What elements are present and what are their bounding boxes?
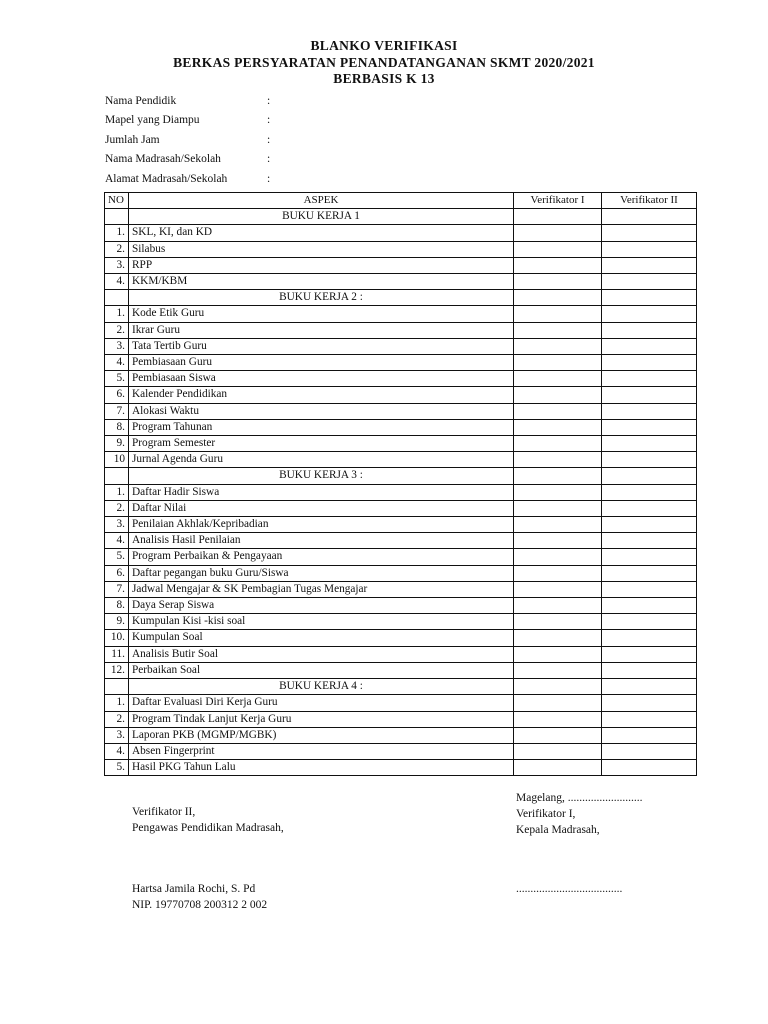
verifikator-2-cell[interactable] <box>602 711 697 727</box>
table-row <box>105 614 697 630</box>
item-number: 12. <box>105 662 129 678</box>
item-number: 9. <box>105 436 129 452</box>
verifikator-1-cell[interactable] <box>514 517 602 533</box>
right-signatory <box>516 881 622 897</box>
verifikator-2-cell[interactable] <box>602 646 697 662</box>
item-number: 3. <box>105 727 129 743</box>
section-title: BUKU KERJA 1 <box>129 209 514 225</box>
table-row <box>105 436 697 452</box>
verifikator-2-cell[interactable] <box>602 581 697 597</box>
verifikator-2-cell[interactable] <box>602 371 697 387</box>
item-aspek: Jadwal Mengajar & SK Pembagian Tugas Mengajar <box>129 581 514 597</box>
item-number: 2. <box>105 711 129 727</box>
section-v2-cell <box>602 468 697 484</box>
table-row <box>105 355 697 371</box>
left-role: Verifikator II, <box>132 806 196 818</box>
item-number: 3. <box>105 338 129 354</box>
verifikator-1-cell[interactable] <box>514 614 602 630</box>
section-title: BUKU KERJA 4 : <box>129 679 514 695</box>
verifikator-2-cell[interactable] <box>602 630 697 646</box>
item-number: 5. <box>105 549 129 565</box>
section-row <box>105 468 697 484</box>
item-number: 4. <box>105 533 129 549</box>
verifikator-2-cell[interactable] <box>602 436 697 452</box>
item-number: 8. <box>105 598 129 614</box>
field-label: Nama Pendidik <box>105 95 177 107</box>
section-v1-cell <box>514 679 602 695</box>
verifikator-1-cell[interactable] <box>514 500 602 516</box>
verifikator-2-cell[interactable] <box>602 598 697 614</box>
item-number: 1. <box>105 484 129 500</box>
verifikator-1-cell[interactable] <box>514 436 602 452</box>
table-row <box>105 727 697 743</box>
verifikator-2-cell[interactable] <box>602 322 697 338</box>
verifikator-2-cell[interactable] <box>602 743 697 759</box>
verifikator-1-cell[interactable] <box>514 355 602 371</box>
table-row <box>105 630 697 646</box>
verifikator-1-cell[interactable] <box>514 306 602 322</box>
item-number: 3. <box>105 517 129 533</box>
item-number: 6. <box>105 387 129 403</box>
left-name: Hartsa Jamila Rochi, S. Pd <box>132 883 256 895</box>
table-row <box>105 743 697 759</box>
item-aspek: Daftar Evaluasi Diri Kerja Guru <box>129 695 514 711</box>
item-aspek: Daftar Hadir Siswa <box>129 484 514 500</box>
left-signatory <box>132 881 267 913</box>
table-row <box>105 711 697 727</box>
verifikator-2-cell[interactable] <box>602 484 697 500</box>
table-row <box>105 565 697 581</box>
identity-field <box>105 150 405 169</box>
verifikator-2-cell[interactable] <box>602 565 697 581</box>
left-position: Pengawas Pendidikan Madrasah, <box>132 822 284 834</box>
verifikator-1-cell[interactable] <box>514 338 602 354</box>
item-number: 8. <box>105 419 129 435</box>
item-aspek: SKL, KI, dan KD <box>129 225 514 241</box>
item-aspek: Jurnal Agenda Guru <box>129 452 514 468</box>
verifikator-1-cell[interactable] <box>514 419 602 435</box>
table-row <box>105 760 697 776</box>
field-colon: : <box>267 95 271 107</box>
item-aspek: Hasil PKG Tahun Lalu <box>129 760 514 776</box>
verifikator-2-cell[interactable] <box>602 225 697 241</box>
field-label: Mapel yang Diampu <box>105 114 200 127</box>
table-row <box>105 533 697 549</box>
table-row <box>105 452 697 468</box>
verifikator-2-cell[interactable] <box>602 533 697 549</box>
table-row <box>105 274 697 290</box>
section-no-cell <box>105 679 129 695</box>
verifikator-1-cell[interactable] <box>514 581 602 597</box>
item-aspek: Tata Tertib Guru <box>129 338 514 354</box>
identity-fields <box>105 92 405 189</box>
table-row <box>105 419 697 435</box>
verifikator-2-cell[interactable] <box>602 338 697 354</box>
item-number: 2. <box>105 241 129 257</box>
item-number: 4. <box>105 274 129 290</box>
verifikator-1-cell[interactable] <box>514 711 602 727</box>
verifikator-1-cell[interactable] <box>514 387 602 403</box>
section-v1-cell <box>514 468 602 484</box>
verifikator-1-cell[interactable] <box>514 549 602 565</box>
table-row <box>105 306 697 322</box>
item-aspek: Laporan PKB (MGMP/MGBK) <box>129 727 514 743</box>
item-aspek: Silabus <box>129 241 514 257</box>
verifikator-1-cell[interactable] <box>514 743 602 759</box>
section-v1-cell <box>514 290 602 306</box>
verifikator-2-cell[interactable] <box>602 695 697 711</box>
table-header-row <box>105 193 697 209</box>
table-row <box>105 322 697 338</box>
table-row <box>105 549 697 565</box>
item-aspek: Kumpulan Kisi -kisi soal <box>129 614 514 630</box>
item-aspek: Perbaikan Soal <box>129 662 514 678</box>
table-row <box>105 500 697 516</box>
verifikator-2-cell[interactable] <box>602 662 697 678</box>
verifikator-1-cell[interactable] <box>514 695 602 711</box>
table-row <box>105 517 697 533</box>
verifikator-2-cell[interactable] <box>602 403 697 419</box>
item-aspek: RPP <box>129 257 514 273</box>
section-v2-cell <box>602 679 697 695</box>
verifikator-1-cell[interactable] <box>514 241 602 257</box>
section-row <box>105 209 697 225</box>
verifikator-1-cell[interactable] <box>514 257 602 273</box>
item-aspek: Analisis Butir Soal <box>129 646 514 662</box>
item-aspek: Program Tahunan <box>129 419 514 435</box>
item-aspek: Ikrar Guru <box>129 322 514 338</box>
item-number: 1. <box>105 225 129 241</box>
verifikator-1-cell[interactable] <box>514 484 602 500</box>
item-aspek: Program Tindak Lanjut Kerja Guru <box>129 711 514 727</box>
right-name-blank: ..................................... <box>516 883 623 895</box>
item-aspek: Analisis Hasil Penilaian <box>129 533 514 549</box>
right-position: Kepala Madrasah, <box>516 824 600 836</box>
verifikator-1-cell[interactable] <box>514 646 602 662</box>
table-row <box>105 598 697 614</box>
verifikator-1-cell[interactable] <box>514 727 602 743</box>
section-v1-cell <box>514 209 602 225</box>
item-aspek: Pembiasaan Siswa <box>129 371 514 387</box>
header-no: NO <box>105 193 129 209</box>
field-label: Jumlah Jam <box>105 133 160 146</box>
item-number: 7. <box>105 403 129 419</box>
table-row <box>105 646 697 662</box>
table-row <box>105 371 697 387</box>
verifikator-2-cell[interactable] <box>602 274 697 290</box>
item-number: 1. <box>105 695 129 711</box>
verifikator-1-cell[interactable] <box>514 533 602 549</box>
field-label: Nama Madrasah/Sekolah <box>105 153 221 166</box>
right-place-date: Magelang, .......................... <box>516 792 643 804</box>
verifikator-2-cell[interactable] <box>602 452 697 468</box>
table-row <box>105 225 697 241</box>
section-v2-cell <box>602 209 697 225</box>
table-row <box>105 241 697 257</box>
item-number: 9. <box>105 614 129 630</box>
verifikator-2-cell[interactable] <box>602 727 697 743</box>
field-colon: : <box>267 114 271 127</box>
verifikator-1-cell[interactable] <box>514 322 602 338</box>
verification-table <box>104 192 697 776</box>
item-aspek: Daya Serap Siswa <box>129 598 514 614</box>
field-colon: : <box>267 172 271 185</box>
item-aspek: Program Semester <box>129 436 514 452</box>
section-no-cell <box>105 468 129 484</box>
left-nip: NIP. 19770708 200312 2 002 <box>132 899 268 911</box>
table-row <box>105 581 697 597</box>
table-row <box>105 338 697 354</box>
right-role: Verifikator I, <box>516 808 576 820</box>
table-row <box>105 695 697 711</box>
verifikator-2-cell[interactable] <box>602 241 697 257</box>
item-aspek: Program Perbaikan & Pengayaan <box>129 549 514 565</box>
item-number: 5. <box>105 760 129 776</box>
table-row <box>105 387 697 403</box>
verifikator-1-cell[interactable] <box>514 565 602 581</box>
verifikator-1-cell[interactable] <box>514 630 602 646</box>
section-row <box>105 679 697 695</box>
verifikator-1-cell[interactable] <box>514 598 602 614</box>
table-row <box>105 484 697 500</box>
verifikator-2-cell[interactable] <box>602 760 697 776</box>
header-verifikator-2: Verifikator II <box>602 193 697 209</box>
header-aspek: ASPEK <box>129 193 514 209</box>
item-aspek: Daftar Nilai <box>129 500 514 516</box>
item-aspek: Kode Etik Guru <box>129 306 514 322</box>
item-number: 2. <box>105 500 129 516</box>
verifikator-1-cell[interactable] <box>514 225 602 241</box>
section-row <box>105 290 697 306</box>
field-label: Alamat Madrasah/Sekolah <box>105 172 228 185</box>
item-aspek: KKM/KBM <box>129 274 514 290</box>
right-signature-block <box>516 790 642 838</box>
table-row <box>105 403 697 419</box>
section-title: BUKU KERJA 3 : <box>129 468 514 484</box>
section-title: BUKU KERJA 2 : <box>129 290 514 306</box>
verifikator-1-cell[interactable] <box>514 403 602 419</box>
document-curriculum: BERBASIS K 13 <box>333 71 435 86</box>
verifikator-1-cell[interactable] <box>514 662 602 678</box>
item-number: 5. <box>105 371 129 387</box>
item-aspek: Pembiasaan Guru <box>129 355 514 371</box>
item-aspek: Penilaian Akhlak/Kepribadian <box>129 517 514 533</box>
item-number: 3. <box>105 257 129 273</box>
section-no-cell <box>105 209 129 225</box>
field-colon: : <box>267 133 271 146</box>
table-row <box>105 662 697 678</box>
identity-field <box>105 92 405 111</box>
item-aspek: Alokasi Waktu <box>129 403 514 419</box>
verifikator-2-cell[interactable] <box>602 355 697 371</box>
identity-field <box>105 111 405 130</box>
item-number: 4. <box>105 355 129 371</box>
item-aspek: Kumpulan Soal <box>129 630 514 646</box>
item-number: 4. <box>105 743 129 759</box>
identity-field <box>105 170 405 189</box>
item-aspek: Kalender Pendidikan <box>129 387 514 403</box>
identity-field <box>105 131 405 150</box>
verifikator-1-cell[interactable] <box>514 452 602 468</box>
header-verifikator-1: Verifikator I <box>514 193 602 209</box>
verifikator-2-cell[interactable] <box>602 549 697 565</box>
verifikator-1-cell[interactable] <box>514 274 602 290</box>
verifikator-2-cell[interactable] <box>602 257 697 273</box>
left-signature-block <box>132 804 284 836</box>
item-number: 6. <box>105 565 129 581</box>
item-aspek: Absen Fingerprint <box>129 743 514 759</box>
item-number: 1. <box>105 306 129 322</box>
item-number: 11. <box>105 646 129 662</box>
item-number: 10 <box>105 452 129 468</box>
table-row <box>105 257 697 273</box>
verifikator-2-cell[interactable] <box>602 500 697 516</box>
field-colon: : <box>267 153 271 166</box>
item-number: 10. <box>105 630 129 646</box>
verifikator-1-cell[interactable] <box>514 371 602 387</box>
verifikator-2-cell[interactable] <box>602 517 697 533</box>
item-number: 2. <box>105 322 129 338</box>
section-no-cell <box>105 290 129 306</box>
document-title: BLANKO VERIFIKASI <box>310 38 458 53</box>
item-number: 7. <box>105 581 129 597</box>
section-v2-cell <box>602 290 697 306</box>
item-aspek: Daftar pegangan buku Guru/Siswa <box>129 565 514 581</box>
verifikator-2-cell[interactable] <box>602 419 697 435</box>
verifikator-2-cell[interactable] <box>602 387 697 403</box>
verifikator-2-cell[interactable] <box>602 306 697 322</box>
verifikator-2-cell[interactable] <box>602 614 697 630</box>
verifikator-1-cell[interactable] <box>514 760 602 776</box>
document-subtitle: BERKAS PERSYARATAN PENANDATANGANAN SKMT 2020/2021 <box>173 55 595 70</box>
